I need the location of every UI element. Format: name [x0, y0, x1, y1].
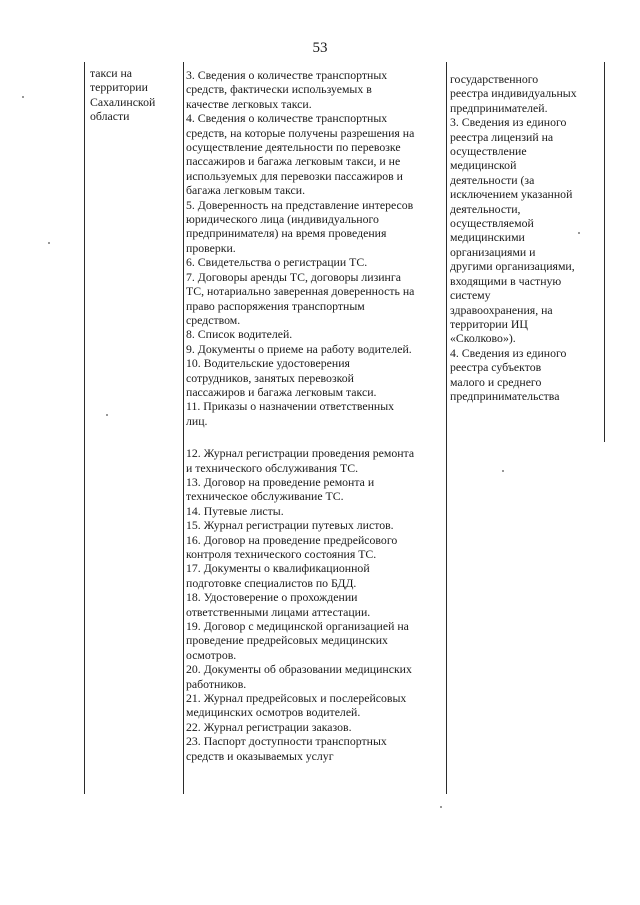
- registry-line: деятельности,: [450, 201, 521, 216]
- documents-line: 20. Документы об образовании медицинских: [186, 662, 412, 677]
- registry-line: другими организациями,: [450, 259, 575, 274]
- registry-line: реестра лицензий на: [450, 129, 554, 144]
- scan-speck: [48, 242, 50, 244]
- documents-line: качестве легковых такси.: [186, 96, 312, 111]
- documents-line: 9. Документы о приеме на работу водителей.: [186, 341, 412, 356]
- registry-line: реестра субъектов: [450, 360, 542, 375]
- documents-line: пассажиров и багажа легковым такси.: [186, 384, 377, 399]
- documents-line: багажа легковым такси.: [186, 183, 306, 198]
- documents-line: 14. Путевые листы.: [186, 503, 284, 518]
- documents-line: средств и оказываемых услуг: [186, 748, 334, 763]
- documents-line: осмотров.: [186, 647, 237, 662]
- registry-line: систему: [450, 288, 491, 303]
- documents-line: 10. Водительские удостоверения: [186, 356, 350, 371]
- registry-line: 4. Сведения из единого: [450, 345, 567, 360]
- registry-line: территории ИЦ: [450, 316, 528, 331]
- documents-line: 15. Журнал регистрации путевых листов.: [186, 518, 394, 533]
- registry-line: организациями и: [450, 244, 536, 259]
- registry-line: 3. Сведения из единого: [450, 115, 567, 130]
- documents-line: 8. Список водителей.: [186, 327, 293, 342]
- registry-line: реестра индивидуальных: [450, 86, 577, 101]
- documents-line: 7. Договоры аренды ТС, договоры лизинга: [186, 269, 401, 284]
- documents-line: сотрудников, занятых перевозкой: [186, 370, 354, 385]
- scan-speck: [106, 414, 108, 416]
- registry-line: «Сколково»).: [450, 331, 516, 346]
- region-cell: [90, 66, 182, 124]
- documents-line: пассажиров и багажа легковым такси, и не: [186, 154, 401, 169]
- documents-line: 18. Удостоверение о прохождении: [186, 590, 358, 605]
- registry-line: малого и среднего: [450, 374, 542, 389]
- registry-line: осуществление: [450, 144, 527, 159]
- documents-line: проведение предрейсовых медицинских: [186, 633, 388, 648]
- registry-line: медицинскими: [450, 230, 525, 245]
- documents-line: техническое обслуживание ТС.: [186, 489, 344, 504]
- documents-line: ТС, нотариально заверенная доверенность на: [186, 284, 415, 299]
- documents-line: медицинских осмотров водителей.: [186, 705, 361, 720]
- documents-line: 21. Журнал предрейсовых и послерейсовых: [186, 691, 407, 706]
- documents-line: 12. Журнал регистрации проведения ремонта: [186, 446, 415, 461]
- registry-cell: [450, 72, 602, 403]
- documents-line: 3. Сведения о количестве транспортных: [186, 68, 388, 82]
- table-divider-1: [183, 62, 184, 794]
- page-number: 53: [312, 40, 328, 56]
- documents-line: 23. Паспорт доступности транспортных: [186, 734, 387, 749]
- registry-line: здравоохранения, на: [450, 302, 553, 317]
- documents-line: осуществление деятельности по перевозке: [186, 140, 401, 155]
- documents-line: проверки.: [186, 240, 236, 255]
- scan-speck: [22, 96, 24, 98]
- scan-speck: [440, 806, 442, 808]
- documents-line: ответственными лицами аттестации.: [186, 604, 371, 619]
- table-right-border: [604, 62, 605, 442]
- documents-line: 16. Договор на проведение предрейсового: [186, 532, 398, 547]
- registry-line: входящими в частную: [450, 273, 562, 288]
- scan-speck: [578, 232, 580, 234]
- paragraph-gap: [186, 428, 448, 446]
- documents-cell: [186, 68, 448, 763]
- documents-line: подготовке специалистов по БДД.: [186, 575, 357, 590]
- documents-line: право распоряжения транспортным: [186, 298, 365, 313]
- documents-line: лиц.: [186, 413, 208, 428]
- registry-line: деятельности (за: [450, 172, 535, 187]
- documents-line: и технического обслуживания ТС.: [186, 460, 359, 475]
- documents-line: 11. Приказы о назначении ответственных: [186, 399, 395, 414]
- documents-line: используемых для перевозки пассажиров и: [186, 168, 403, 183]
- region-line: такси на: [90, 66, 133, 80]
- scan-speck: [502, 470, 504, 472]
- documents-line: средством.: [186, 312, 241, 327]
- documents-line: 4. Сведения о количестве транспортных: [186, 111, 388, 126]
- registry-line: медицинской: [450, 158, 517, 173]
- documents-line: средств, на которые получены разрешения на: [186, 125, 415, 140]
- documents-line: 5. Доверенность на представление интересов: [186, 197, 414, 212]
- region-line: области: [90, 109, 130, 124]
- registry-line: предпринимательства: [450, 388, 560, 403]
- documents-line: работников.: [186, 676, 247, 691]
- documents-line: 19. Договор с медицинской организацией на: [186, 619, 409, 634]
- documents-line: 22. Журнал регистрации заказов.: [186, 719, 352, 734]
- registry-line: государственного: [450, 72, 539, 86]
- region-line: территории: [90, 80, 148, 95]
- documents-line: 17. Документы о квалификационной: [186, 561, 370, 576]
- documents-line: 13. Договор на проведение ремонта и: [186, 474, 375, 489]
- documents-line: контроля технического состояния ТС.: [186, 547, 377, 561]
- documents-line: юридического лица (индивидуального: [186, 212, 379, 227]
- documents-line: предпринимателя) на время проведения: [186, 226, 387, 241]
- registry-line: предпринимателей.: [450, 100, 548, 115]
- documents-line: 6. Свидетельства о регистрации ТС.: [186, 255, 368, 270]
- table-left-border: [84, 62, 85, 794]
- registry-line: осуществляемой: [450, 216, 534, 231]
- documents-line: средств, фактически используемых в: [186, 82, 372, 97]
- region-line: Сахалинской: [90, 94, 156, 109]
- registry-line: исключением указанной: [450, 187, 573, 202]
